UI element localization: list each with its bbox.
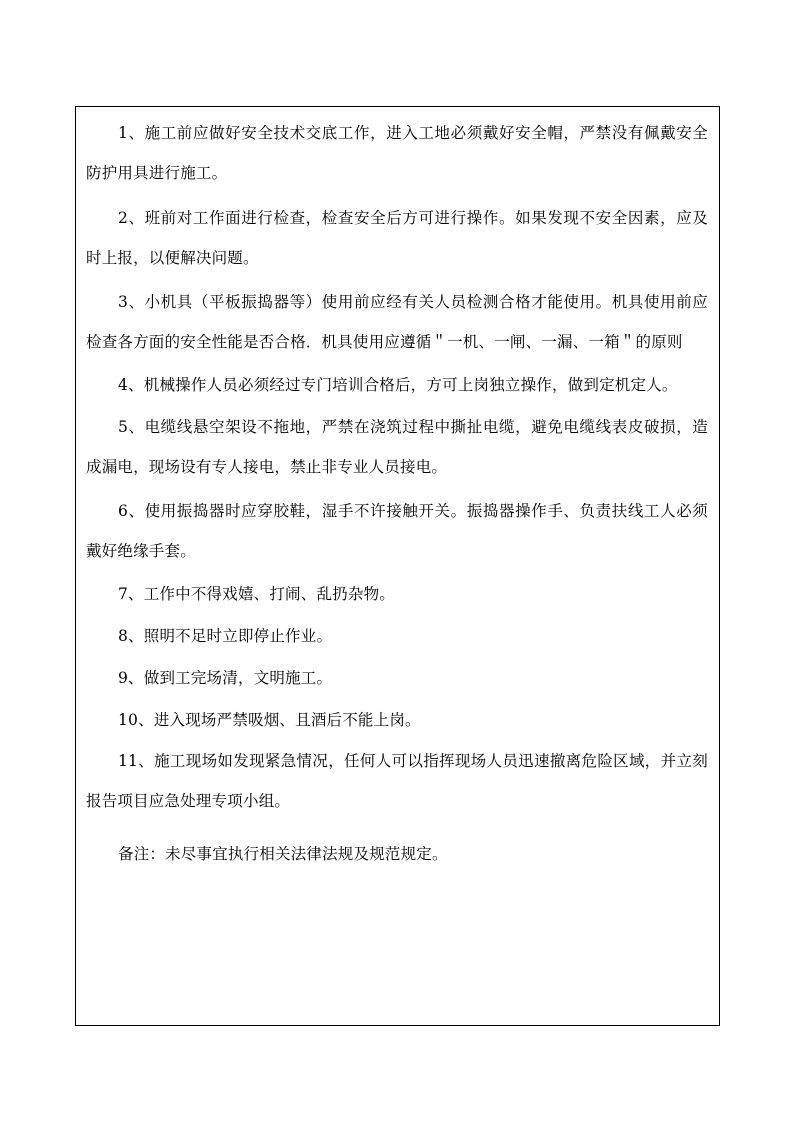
safety-item-6: 6、使用振捣器时应穿胶鞋，湿手不许接触开关。振捣器操作手、负责扶线工人必须戴好绝缘手套。 [86,502,708,560]
safety-item-2: 2、班前对工作面进行检查，检查安全后方可进行操作。如果发现不安全因素，应及时上报，以便解决问题。 [86,209,708,267]
safety-item-8: 8、照明不足时立即停止作业。 [118,627,333,645]
remark-note: 备注：未尽事宜执行相关法律法规及规范规定。 [118,845,448,863]
safety-item-7: 7、工作中不得戏嬉、打闹、乱扔杂物。 [118,585,395,603]
safety-item-4: 4、机械操作人员必须经过专门培训合格后，方可上岗独立操作，做到定机定人。 [118,376,678,394]
safety-item-5: 5、电缆线悬空架设不拖地，严禁在浇筑过程中撕扯电缆，避免电缆线表皮破损，造成漏电，现场设有专人接电，禁止非专业人员接电。 [86,418,708,476]
safety-item-1: 1、施工前应做好安全技术交底工作，进入工地必须戴好安全帽，严禁没有佩戴安全防护用具进行施工。 [86,124,708,182]
safety-item-10: 10、进入现场严禁吸烟、且酒后不能上岗。 [118,711,421,729]
safety-item-11: 11、施工现场如发现紧急情况，任何人可以指挥现场人员迅速撤离危险区域，并立刻报告项目应急处理专项小组。 [86,752,708,810]
safety-item-3: 3、小机具（平板振捣器等）使用前应经有关人员检测合格才能使用。机具使用前应检查各方面的安全性能是否合格．机具使用应遵循＂一机、一闸、一漏、一箱＂的原则 [86,293,708,351]
safety-item-9: 9、做到工完场清，文明施工。 [118,669,333,687]
